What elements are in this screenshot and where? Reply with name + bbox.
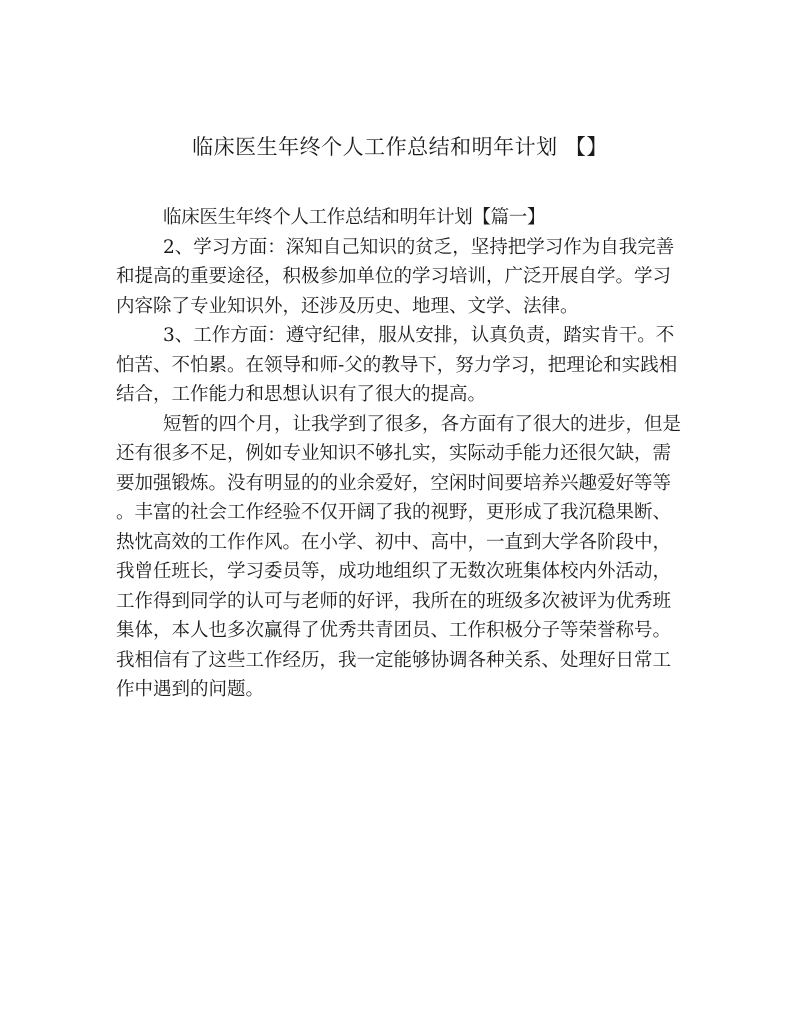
paragraph-line: 工作得到同学的认可与老师的好评，我所在的班级多次被评为优秀班 <box>116 590 672 612</box>
paragraph-line: 我相信有了这些工作经历，我一定能够协调各种关系、处理好日常工 <box>116 649 672 671</box>
document-body <box>116 203 696 705</box>
paragraph-line: 怕苦、不怕累。在领导和师-父的教导下，努力学习，把理论和实践相 <box>116 354 678 376</box>
paragraph-line: 结合，工作能力和思想认识有了很大的提高。 <box>116 384 487 405</box>
paragraph-line: 短暂的四个月，让我学到了很多，各方面有了很大的进步，但是 <box>163 413 682 435</box>
paragraph-line: 和提高的重要途径，积极参加单位的学习培训，广泛开展自学。学习 <box>116 266 672 287</box>
paragraph-work <box>116 321 696 410</box>
paragraph-line: 2、学习方面：深知自己知识的贫乏，坚持把学习作为自我完善 <box>163 236 675 258</box>
paragraph-line: 作中遇到的问题。 <box>116 679 265 700</box>
paragraph-line: 要加强锻炼。没有明显的的业余爱好，空闲时间要培养兴趣爱好等等 <box>116 472 672 494</box>
paragraph-line: 还有很多不足，例如专业知识不够扎实，实际动手能力还很欠缺，需 <box>116 443 672 464</box>
document-title: 临床医生年终个人工作总结和明年计划 【】 <box>192 135 608 159</box>
paragraph-reflection <box>116 410 696 705</box>
paragraph-line: 我曾任班长，学习委员等，成功地组织了无数次班集体校内外活动， <box>116 561 672 582</box>
paragraph-line: 。丰富的社会工作经验不仅开阔了我的视野，更形成了我沉稳果断、 <box>116 502 672 523</box>
paragraph-line: 集体，本人也多次赢得了优秀共青团员、工作积极分子等荣誉称号。 <box>116 620 672 641</box>
paragraph-study <box>116 233 696 322</box>
paragraph-line: 内容除了专业知识外，还涉及历史、地理、文学、法律。 <box>116 295 579 317</box>
paragraph-line: 热忱高效的工作作风。在小学、初中、高中，一直到大学各阶段中， <box>116 531 672 553</box>
paragraph-line: 3、工作方面：遵守纪律，服从安排，认真负责，踏实肯干。不 <box>163 325 675 346</box>
section-heading: 临床医生年终个人工作总结和明年计划【篇一】 <box>163 207 546 228</box>
